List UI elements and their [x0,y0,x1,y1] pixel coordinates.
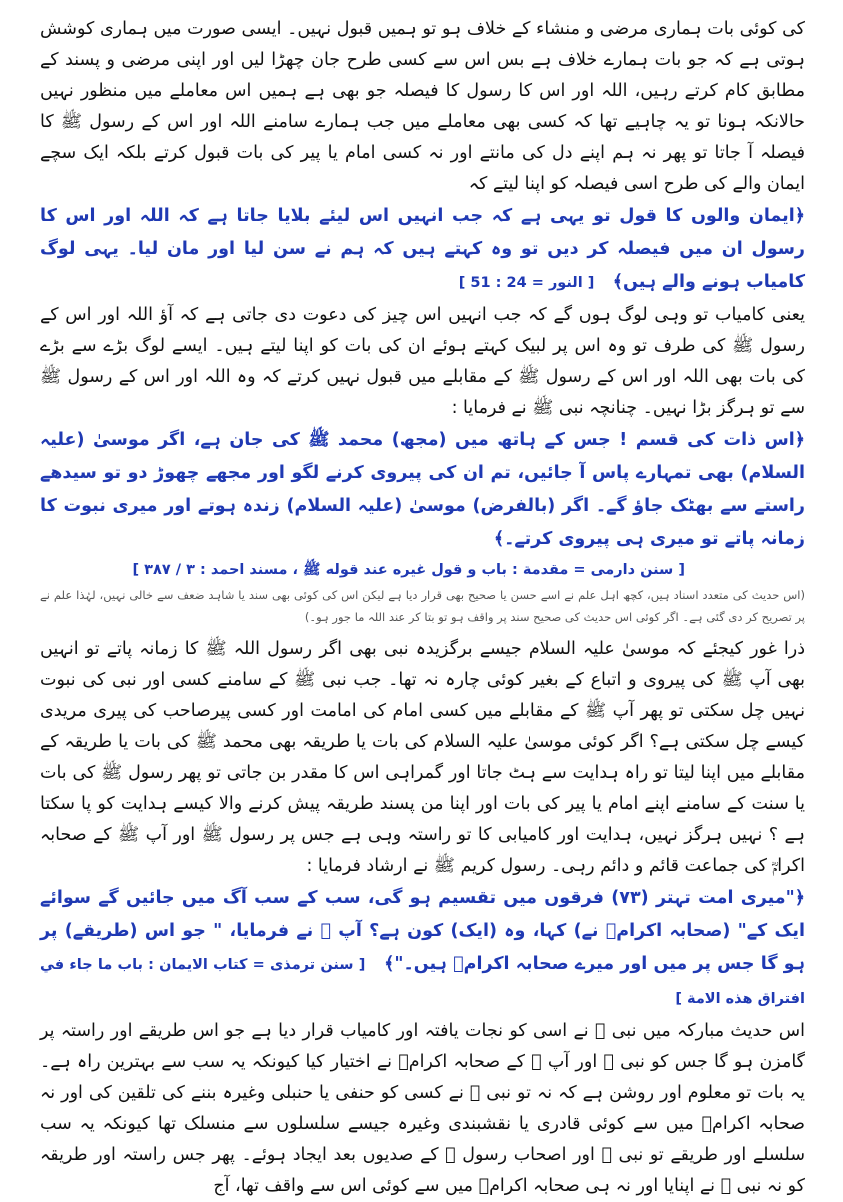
quran-quote-text: ﴿ایمان والوں کا قول تو یہی ہے کہ جب انہیں اس لیئے بلایا جاتا ہے کہ اللہ اور اس کا رسول ان میں فیصلہ کر دیں تو وہ کہتے ہیں کہ ہم نے سن لیا اور مان لیا۔ یہی لوگ کامیاب ہونے والے ہیں﴾ [40,206,805,292]
quran-quote [40,200,805,300]
paragraph-explanation: یعنی کامیاب تو وہی لوگ ہوں گے کہ جب انہیں اس چیز کی دعوت دی جاتی ہے کہ آؤ اللہ اور اس کے رسول ﷺ کی طرف تو وہ اس پر لبیک کہتے ہوئے ان کی بات کو اپنا لیتے ہیں۔ ایسے لوگ بڑے سے بڑے کی بات بھی اللہ اور اس کے رسول ﷺ کے مقابلے میں قبول نہیں کرتے کہ وہ اللہ اور اس کے رسول ﷺ سے تو ہرگز بڑا نہیں۔ چنانچہ نبی ﷺ نے فرمایا : [40,305,805,418]
paragraph-intro: کی کوئی بات ہماری مرضی و منشاء کے خلاف ہو تو ہمیں قبول نہیں۔ ایسی صورت میں ہماری کوشش ہوتی ہے کہ جو بات ہمارے خلاف ہے بس اس سے کسی طرح جان چھڑا لیں اور اپنی مرضی و پسند کے مطابق کام کرتے رہیں، اللہ اور اس کا رسول کا فیصلہ جو بھی ہے ہمیں اس معاملے میں منظور نہیں حالانکہ ہونا تو یہ چاہیے تھا کہ کسی بھی معاملے میں جب ہمارے سامنے اللہ اور اس کے رسول ﷺ کا فیصلہ آ جاتا تو پھر نہ ہم اپنے دل کی مانتے اور نہ کسی امام یا پیر کی بات قبول کرتے بلکہ ایک سچے ایمان والے کی طرح اسی فیصلہ کو اپنا لیتے کہ [40,19,805,194]
hadith-sects-reference: [ سنن ترمذی = کتاب الایمان : باب ما جاء في افتراق هذه الامة ] [40,957,805,1007]
hadith-moses-reference: [ سنن دارمی = مقدمة : باب و قول غيره عند قوله ﷺ ، مسند احمد : ۳ / ۳۸۷ ] [132,562,685,578]
paragraph-reflection: ذرا غور کیجئے کہ موسیٰ علیہ السلام جیسے برگزیدہ نبی بھی اگر رسول اللہ ﷺ کا زمانہ پاتے تو انہیں بھی آپ ﷺ کی پیروی و اتباع کے بغیر کوئی چارہ نہ تھا۔ جب نبی ﷺ کے سامنے کسی اور نبی کی نبوت نہیں چل سکتی تو پھر آپ ﷺ کے مقابلے میں کسی امام کی امامت اور کسی پیرصاحب کی پیری مریدی کیسے چل سکتی ہے؟ اگر کوئی موسیٰ علیہ السلام کی بات یا طریقہ بھی محمد ﷺ کی بات یا طریقہ کے مقابلے میں اپنا لیتا تو راہ ہدایت سے ہٹ جاتا اور گمراہی اس کا مقدر بن جاتی تو پھر رسول ﷺ کی بات یا سنت کے سامنے اپنے امام یا پیر کی بات اور اپنا من پسند طریقہ پیش کرنے والا کیسے ہدایت کو پا سکتا ہے ؟ نہیں ہرگز نہیں، ہدایت اور کامیابی کا تو راستہ وہی ہے جس پر رسول ﷺ اور آپ ﷺ کے صحابہ اکرامؓ کی جماعت قائم و دائم رہی۔ رسول کریم ﷺ نے ارشاد فرمایا : [40,639,805,876]
hadith-quote-moses: ﴿اس ذات کی قسم ! جس کے ہاتھ میں (مجھ) محمد ﷺ کی جان ہے، اگر موسیٰ (علیہ السلام) بھی تمہارے پاس آ جائیں، تم ان کی پیروی کرنے لگو اور مجھے چھوڑ دو تو سیدھے راستے سے بھٹک جاؤ گے۔ اگر (بالفرض) موسیٰ (علیہ السلام) زندہ ہوتے اور میری نبوت کا زمانہ پاتے تو میری ہی پیروی کرتے۔﴾ [40,430,805,549]
hadith-quote-sects [40,882,805,1016]
quran-quote-reference: [ النور = 24 : 51 ] [458,275,595,291]
paragraph-conclusion: اس حدیث مبارکہ میں نبی ﷺ نے اسی کو نجات یافتہ اور کامیاب قرار دیا ہے جو اس طریقے اور راستہ پر گامزن ہو گا جس کو نبی ﷺ اور آپ ﷺ کے صحابہ اکرامؓ نے اختیار کیا کیونکہ یہ سب سے بہترین راہ ہے۔ یہ بات تو معلوم اور روشن ہے کہ نہ تو نبی ﷺ نے کسی کو حنفی یا حنبلی وغیرہ بننے کی تلقین کی اور نہ صحابہ اکرامؓ میں سے کوئی قادری یا نقشبندی وغیرہ جیسے سلسلوں سے منسلک تھا کیونکہ یہ سب سلسلے اور طریقے تو نبی ﷺ اور اصحاب رسول ﷺ کے صدیوں بعد ایجاد ہوئے۔ پھر جس راستہ اور طریقہ کو نہ نبی ﷺ نے اپنایا اور نہ ہی صحابہ اکرامؓ میں سے کوئی اس سے واقف تھا، آج [40,1021,805,1196]
hadith-grading-note: (اس حدیث کی متعدد اسناد ہیں، کچھ اہل علم نے اسے حسن یا صحیح بھی قرار دیا ہے لیکن اس کی کوئی بھی سند یا شاہد ضعف سے خالی نہیں، لہٰذا علم نے پر تصریح کر دی گئی ہے۔ اگر کوئی اس حدیث کی صحیح سند پر واقف ہو تو بتا کر عند اللہ ما جور ہو۔) [40,588,805,624]
hadith-sects-text: ﴿"میری امت تہتر (۷۳) فرقوں میں تقسیم ہو گی، سب کے سب آگ میں جائیں گے سوائے ایک کے" (صحابہ اکرامؓ نے) کہا، وہ (ایک) کون ہے؟ آپ ﷺ نے فرمایا، " جو اس (طریقے) پر ہو گا جس پر میں اور میرے صحابہ اکرامؓ ہیں۔"﴾ [40,888,805,974]
